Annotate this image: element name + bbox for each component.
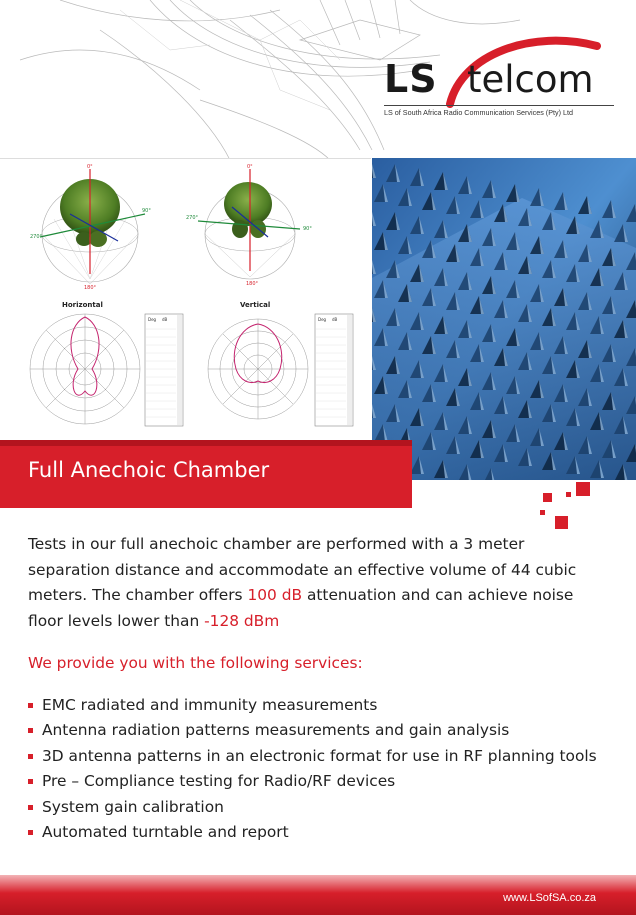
list-item [28,769,618,794]
list-item [28,693,618,718]
bullet-icon [28,830,33,835]
pattern-3d-right-label-bottom: 180° [246,281,259,287]
antenna-pattern-graphics [0,159,371,441]
table-vertical-db-header: dB [332,317,338,322]
decorative-square [543,493,552,502]
pattern-3d-right-label-top: 0° [247,164,253,170]
services-list [28,693,618,845]
service-label: System gain calibration [42,797,224,816]
services-heading: We provide you with the following services: [28,654,363,672]
list-item [28,718,618,743]
decorative-squares [538,482,598,532]
bullet-icon [28,779,33,784]
polar-vertical-title: Vertical [240,301,271,309]
intro-paragraph [28,532,608,634]
decorative-square [540,510,545,515]
noise-floor-value: -128 dBm [204,611,280,630]
table-horizontal [145,314,183,426]
table-vertical [315,314,353,426]
attenuation-value: 100 dB [247,586,303,604]
decorative-square [555,516,568,529]
polar-plot-vertical [208,301,353,426]
pattern-3d-right-label-right: 90° [303,226,312,232]
pattern-3d-left-label-right: 90° [142,208,151,214]
bullet-icon [28,805,33,810]
service-label: Pre – Compliance testing for Radio/RF devices [42,772,396,791]
polar-plot-horizontal [30,301,183,426]
page-title: Full Anechoic Chamber [28,458,270,482]
service-label: 3D antenna patterns in an electronic format for use in RF planning tools [42,746,597,765]
chamber-absorber-graphic [372,158,636,480]
service-label: Antenna radiation patterns measurements and gain analysis [42,721,510,740]
anechoic-chamber-photo [372,158,636,480]
logo-telcom-text: telcom [467,58,594,101]
footer-url[interactable]: www.LSofSA.co.za [503,892,596,904]
intro-text-1: Tests in our full anechoic chamber are performed with a 3 meter separation distance and accommodate an effective volume of 44 cubic meters. The chamber offers [28,535,577,604]
pattern-3d-right-label-left: 270° [186,215,199,221]
decorative-square [566,492,571,497]
pattern-3d-right [186,164,312,287]
logo-ls-text: LS [384,57,438,101]
list-item [28,795,618,820]
logo-subtitle: LS of South Africa Radio Communication Services (Pty) Ltd [384,105,614,117]
pattern-3d-left [30,164,151,291]
pattern-3d-left-label-bottom: 180° [84,285,97,291]
table-horizontal-deg-header: Deg [148,317,157,322]
antenna-pattern-figures [0,158,371,441]
table-vertical-deg-header: Deg [318,317,327,322]
list-item [28,820,618,845]
polar-horizontal-title: Horizontal [62,301,103,309]
bullet-icon [28,754,33,759]
intro-text-2: attenuation and can achieve noise floor levels lower than [28,586,574,630]
decorative-square [576,482,590,496]
bullet-icon [28,703,33,708]
service-label: Automated turntable and report [42,823,289,842]
title-band-top-line [0,440,412,446]
service-label: EMC radiated and immunity measurements [42,696,378,714]
table-horizontal-db-header: dB [162,317,168,322]
list-item [28,744,618,769]
pattern-3d-left-label-top: 0° [87,164,93,170]
pattern-3d-left-label-left: 270° [30,234,43,240]
company-logo [382,30,612,130]
bullet-icon [28,728,33,733]
